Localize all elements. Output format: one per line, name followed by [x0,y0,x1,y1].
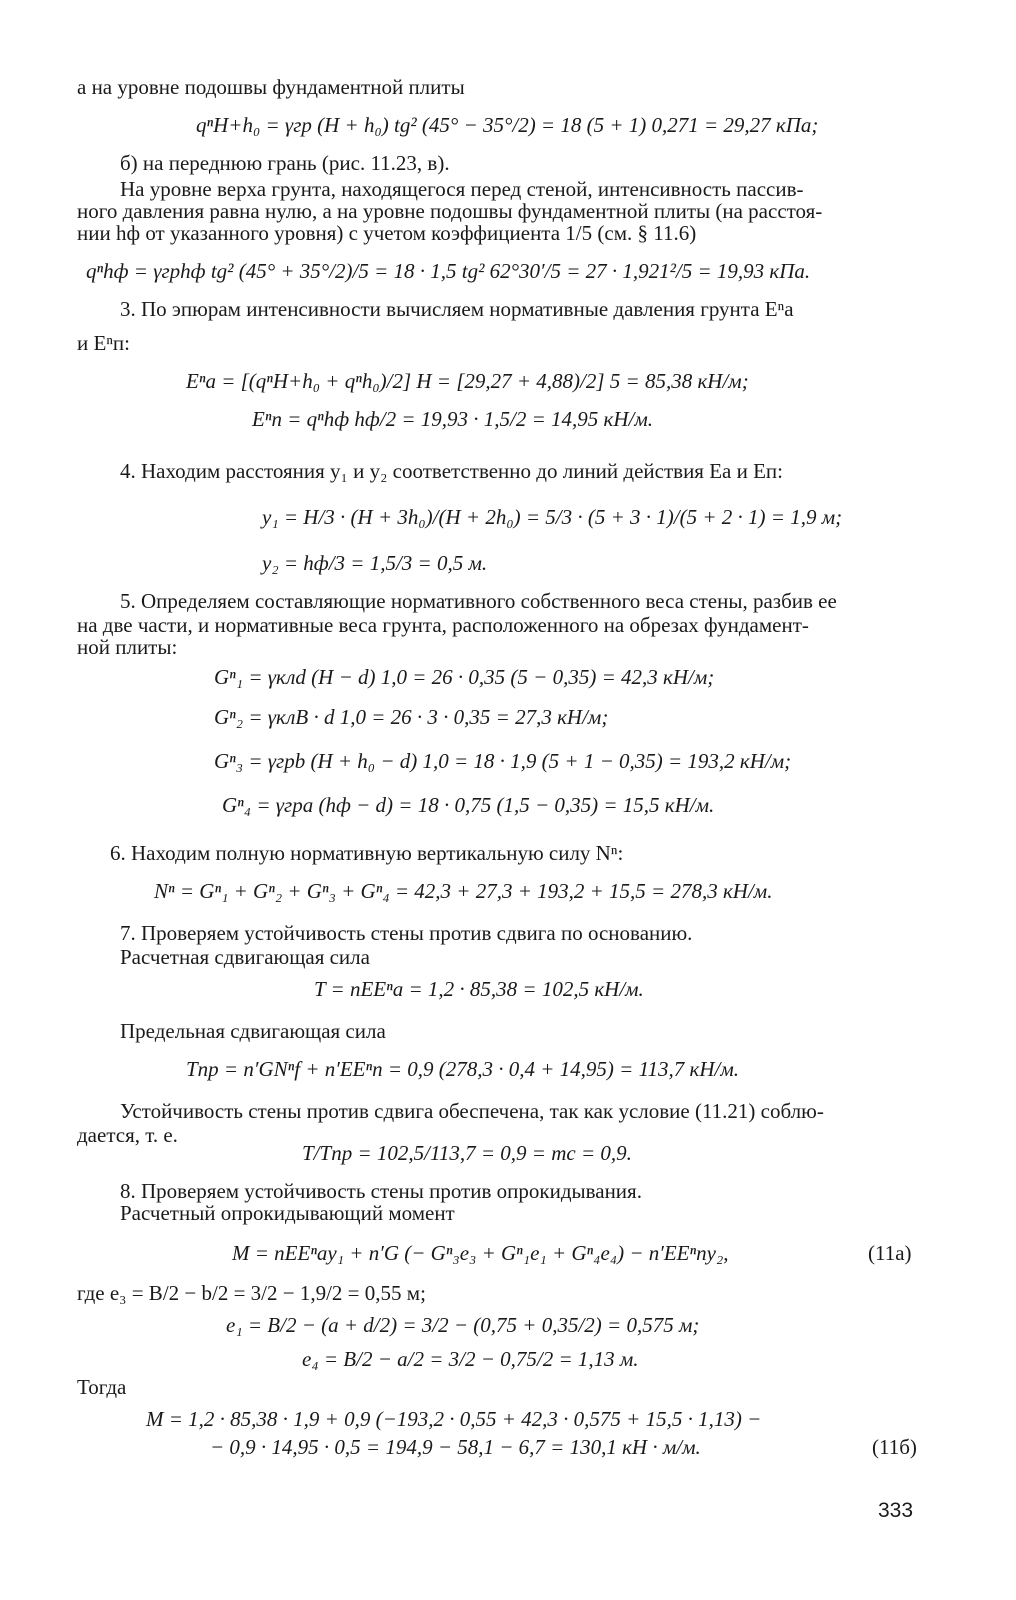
text-line: ного давления равна нулю, а на уровне подошвы фундаментной плиты (на расстоя- [77,199,823,223]
page-number: 333 [878,1499,914,1522]
text-line: 6. Находим полную нормативную вертикальную силу Nⁿ: [110,841,624,865]
text-line: Расчетный опрокидывающий момент [120,1201,455,1225]
equation-line: qⁿH+h₀ = γгр (H + h₀) tg² (45° − 35°/2) = 18 (5 + 1) 0,271 = 29,27 кПа; [196,113,819,137]
text-line: 4. Находим расстояния y₁ и y₂ соответственно до линий действия Eа и Eп: [120,459,783,483]
text-line: Устойчивость стены против сдвига обеспечена, так как условие (11.21) соблю- [120,1099,824,1123]
equation-line: Gⁿ₄ = γгрa (hф − d) = 18 · 0,75 (1,5 − 0,35) = 15,5 кН/м. [222,793,715,817]
text-line: Предельная сдвигающая сила [120,1019,386,1043]
equation-line: T = nEEⁿа = 1,2 · 85,38 = 102,5 кН/м. [314,977,644,1001]
text-line: б) на переднюю грань (рис. 11.23, в). [120,151,450,175]
text-line: 7. Проверяем устойчивость стены против сдвига по основанию. [120,921,693,945]
equation-line: Tпр = n′GNⁿf + n′EEⁿп = 0,9 (278,3 · 0,4 + 14,95) = 113,7 кН/м. [186,1057,740,1081]
text-line: Тогда [77,1375,127,1399]
text-line: На уровне верха грунта, находящегося перед стеной, интенсивность пассив- [120,177,804,201]
equation-line: Gⁿ₁ = γклd (H − d) 1,0 = 26 · 0,35 (5 − 0,35) = 42,3 кН/м; [214,665,715,689]
equation-line: qⁿhф = γгрhф tg² (45° + 35°/2)/5 = 18 · 1,5 tg² 62°30′/5 = 27 · 1,921²/5 = 19,93 кПа. [86,259,811,283]
equation-line: Gⁿ₂ = γклB · d 1,0 = 26 · 3 · 0,35 = 27,3 кН/м; [214,705,609,729]
equation-line: M = nEEⁿаy₁ + n′G (− Gⁿ₃e₃ + Gⁿ₁e₁ + Gⁿ₄e₄) − n′EEⁿпy₂, [232,1241,729,1265]
equation-line: y₂ = hф/3 = 1,5/3 = 0,5 м. [262,551,488,575]
equation-line: − 0,9 · 14,95 · 0,5 = 194,9 − 58,1 − 6,7 = 130,1 кН · м/м. [210,1435,701,1459]
equation-number: (11а) [868,1241,912,1265]
text-line: на две части, и нормативные веса грунта, расположенного на обрезах фундамент- [77,613,809,637]
equation-number: (11б) [872,1435,917,1459]
text-line: 8. Проверяем устойчивость стены против опрокидывания. [120,1179,642,1203]
text-line: и Eⁿп: [77,331,131,355]
equation-line: Eⁿп = qⁿhф hф/2 = 19,93 · 1,5/2 = 14,95 кН/м. [252,407,654,431]
equation-line: e₄ = B/2 − a/2 = 3/2 − 0,75/2 = 1,13 м. [302,1347,639,1371]
equation-line: T/Tпр = 102,5/113,7 = 0,9 = mc = 0,9. [302,1141,632,1165]
equation-line: M = 1,2 · 85,38 · 1,9 + 0,9 (−193,2 · 0,55 + 42,3 · 0,575 + 15,5 · 1,13) − [146,1407,762,1431]
equation-line: Nⁿ = Gⁿ₁ + Gⁿ₂ + Gⁿ₃ + Gⁿ₄ = 42,3 + 27,3 + 193,2 + 15,5 = 278,3 кН/м. [154,879,773,903]
text-line: 5. Определяем составляющие нормативного собственного веса стены, разбив ее [120,589,837,613]
text-line: 3. По эпюрам интенсивности вычисляем нормативные давления грунта Eⁿа [120,297,794,321]
text-line: где e₃ = B/2 − b/2 = 3/2 − 1,9/2 = 0,55 м; [77,1281,426,1305]
equation-line: Gⁿ₃ = γгрb (H + h₀ − d) 1,0 = 18 · 1,9 (5 + 1 − 0,35) = 193,2 кН/м; [214,749,792,773]
equation-line: y₁ = H/3 · (H + 3h₀)/(H + 2h₀) = 5/3 · (5 + 3 · 1)/(5 + 2 · 1) = 1,9 м; [262,505,843,529]
text-line: нии hф от указанного уровня) с учетом коэффициента 1/5 (см. § 11.6) [77,221,697,245]
text-line: а на уровне подошвы фундаментной плиты [77,75,465,99]
text-line: ной плиты: [77,635,178,659]
equation-line: Eⁿа = [(qⁿH+h₀ + qⁿh₀)/2] H = [29,27 + 4,88)/2] 5 = 85,38 кН/м; [186,369,749,393]
text-line: дается, т. е. [77,1123,178,1147]
equation-line: e₁ = B/2 − (a + d/2) = 3/2 − (0,75 + 0,35/2) = 0,575 м; [226,1313,700,1337]
text-line: Расчетная сдвигающая сила [120,945,370,969]
